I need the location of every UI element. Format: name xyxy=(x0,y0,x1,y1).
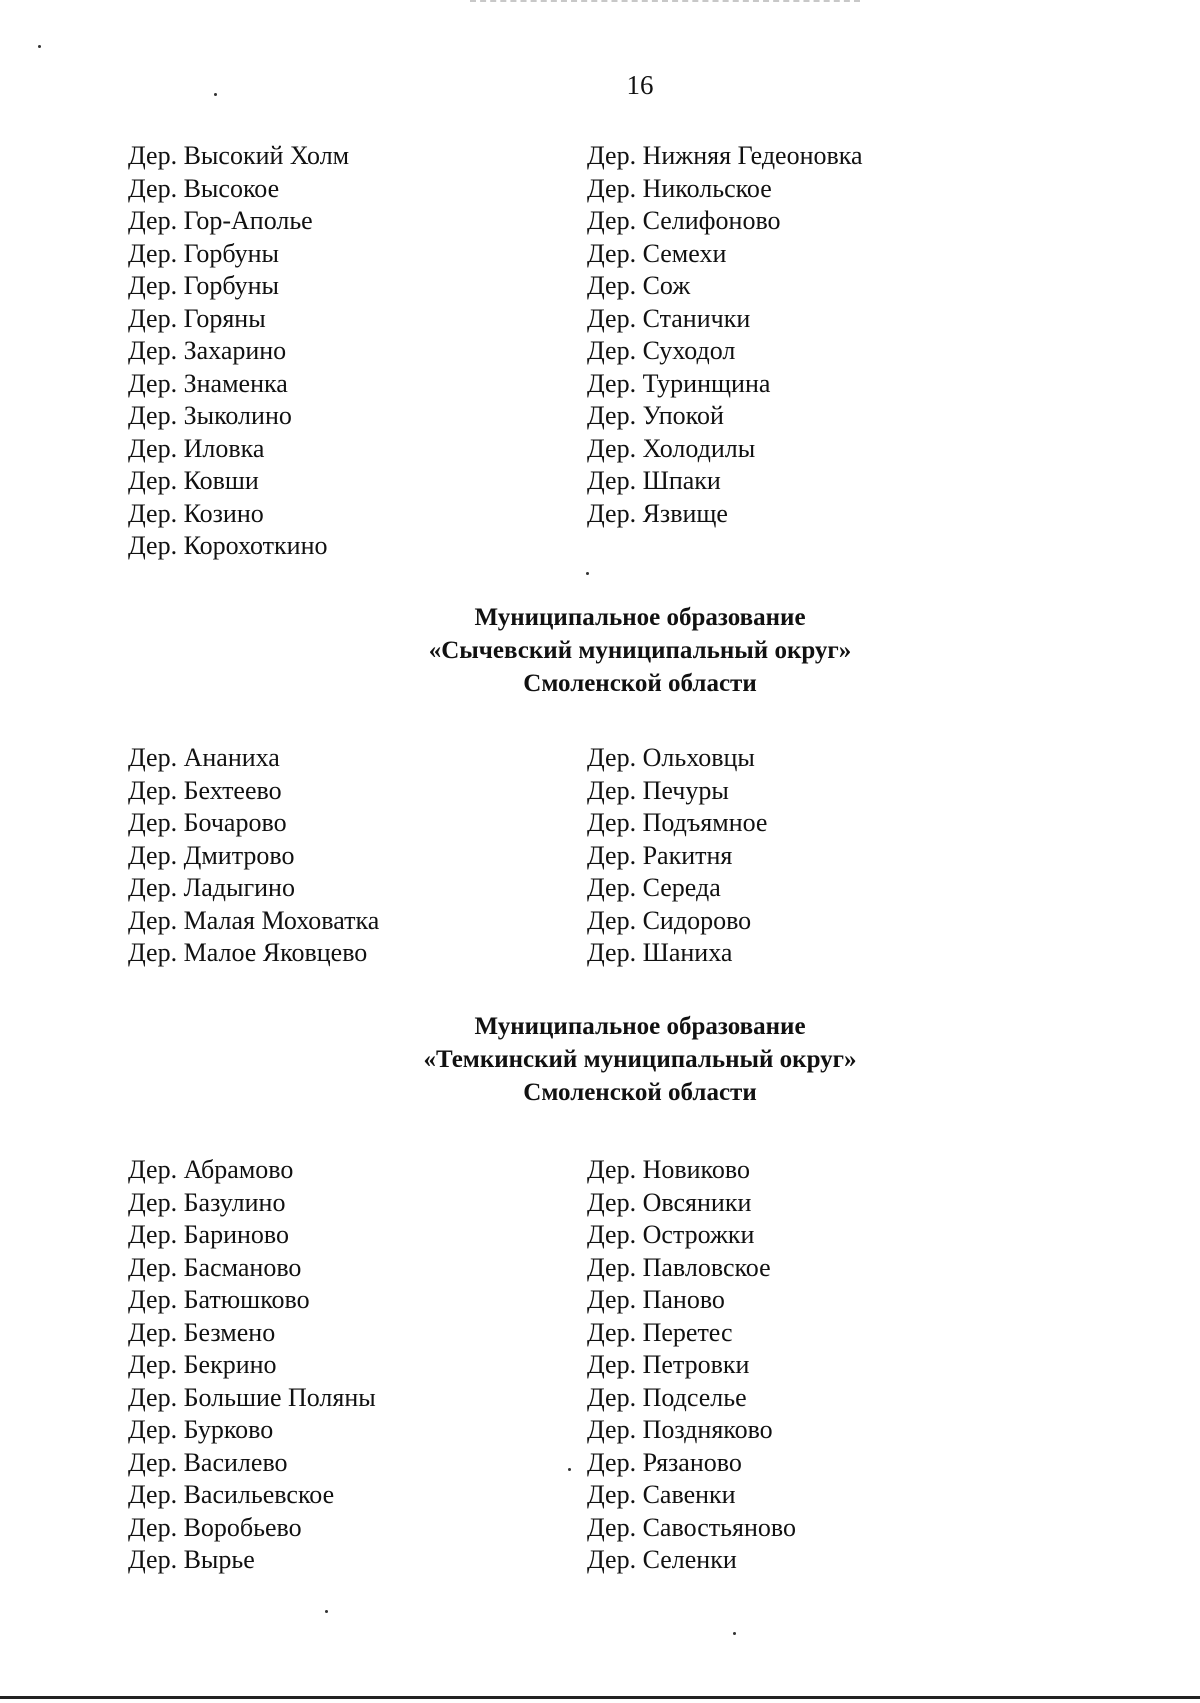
list-item: Дер. Бехтеево xyxy=(128,775,282,805)
list-item: Дер. Горбуны xyxy=(128,271,279,300)
list-item: Дер. Высокий Холм xyxy=(128,141,350,170)
list-column-right xyxy=(587,742,1007,970)
list-item: Дер. Басманово xyxy=(128,1252,302,1282)
heading-line: «Темкинский муниципальный округ» xyxy=(423,1046,857,1073)
list-item: Дер. Воробьево xyxy=(128,1512,302,1542)
list-item: Дер. Сож xyxy=(587,271,691,300)
list-item: Дер. Бекрино xyxy=(128,1350,277,1379)
list-item: Дер. Поздняково xyxy=(587,1415,773,1444)
list-item: Дер. Шпаки xyxy=(587,466,721,495)
list-item: Дер. Сидорово xyxy=(587,905,752,935)
list-item: Дер. Базулино xyxy=(128,1187,286,1217)
list-item: Дер. Большие Поляны xyxy=(128,1382,376,1412)
list-item: Дер. Суходол xyxy=(587,336,736,365)
list-item: Дер. Ковши xyxy=(128,466,259,495)
list-item: Дер. Горяны xyxy=(128,303,266,333)
list-item: Дер. Батюшково xyxy=(128,1285,310,1314)
list-column-left xyxy=(128,742,548,970)
page-number: 16 xyxy=(626,70,654,100)
list-item: Дер. Упокой xyxy=(587,401,724,430)
scan-artifact-top xyxy=(470,0,860,4)
heading-line: Смоленской области xyxy=(523,1079,757,1106)
list-item: Дер. Василево xyxy=(128,1447,288,1477)
list-item: Дер. Малая Моховатка xyxy=(128,905,380,935)
list-item: Дер. Ананиха xyxy=(128,743,280,772)
heading-line: Муниципальное образование xyxy=(474,1013,806,1040)
list-item: Дер. Павловское xyxy=(587,1252,771,1282)
list-item: Дер. Паново xyxy=(587,1285,725,1314)
list-item: Дер. Шаниха xyxy=(587,938,733,967)
list-item: Дер. Рязаново xyxy=(587,1447,742,1477)
list-item: Дер. Семехи xyxy=(587,238,727,268)
list-column-right xyxy=(587,1154,1007,1577)
list-item: Дер. Нижняя Гедеоновка xyxy=(587,141,863,170)
heading-line: «Сычевский муниципальный округ» xyxy=(428,637,852,664)
list-item: Дер. Язвище xyxy=(587,498,728,528)
list-item: Дер. Знаменка xyxy=(128,368,288,398)
list-item: Дер. Холодилы xyxy=(587,433,756,463)
list-column-left xyxy=(128,1154,548,1577)
list-item: Дер. Высокое xyxy=(128,173,280,203)
section-heading-sychevsky xyxy=(0,601,1200,700)
list-item: Дер. Петровки xyxy=(587,1350,750,1379)
list-item: Дер. Захарино xyxy=(128,336,287,365)
list-item: Дер. Перетес xyxy=(587,1317,733,1347)
list-item: Дер. Печуры xyxy=(587,775,729,805)
list-item: Дер. Селифоново xyxy=(587,206,781,235)
heading-line: Муниципальное образование xyxy=(474,604,806,631)
list-item: Дер. Бурково xyxy=(128,1415,274,1444)
list-item: Дер. Острожки xyxy=(587,1220,755,1249)
list-item: Дер. Зыколино xyxy=(128,401,292,430)
list-item: Дер. Иловка xyxy=(128,433,265,463)
list-item: Дер. Малое Яковцево xyxy=(128,938,368,967)
list-column-right xyxy=(587,140,1007,530)
scan-speck xyxy=(568,1468,571,1471)
list-item: Дер. Савенки xyxy=(587,1480,736,1509)
list-item: Дер. Овсяники xyxy=(587,1187,752,1217)
scan-speck xyxy=(325,1610,328,1613)
list-item: Дер. Савостьяново xyxy=(587,1512,796,1542)
list-item: Дер. Никольское xyxy=(587,173,772,203)
section-heading-temkinsky xyxy=(0,1010,1200,1109)
list-item: Дер. Ракитня xyxy=(587,840,733,870)
list-item: Дер. Станички xyxy=(587,303,751,333)
list-item: Дер. Подъямное xyxy=(587,808,768,837)
list-item: Дер. Подселье xyxy=(587,1382,747,1412)
list-item: Дер. Горбуны xyxy=(128,238,279,268)
list-item: Дер. Бариново xyxy=(128,1220,289,1249)
list-item: Дер. Ольховцы xyxy=(587,743,755,772)
list-item: Дер. Дмитрово xyxy=(128,840,295,870)
list-item: Дер. Бочарово xyxy=(128,808,287,837)
list-item: Дер. Корохоткино xyxy=(128,531,328,560)
list-item: Дер. Ладыгино xyxy=(128,873,295,902)
scan-bottom-edge xyxy=(0,1696,1200,1699)
list-item: Дер. Абрамово xyxy=(128,1155,294,1184)
list-item: Дер. Козино xyxy=(128,498,264,528)
list-item: Дер. Селенки xyxy=(587,1545,737,1574)
list-item: Дер. Гор-Аполье xyxy=(128,206,313,235)
list-item: Дер. Безмено xyxy=(128,1317,276,1347)
list-item: Дер. Середа xyxy=(587,873,721,902)
scan-speck xyxy=(733,1632,736,1635)
list-column-left xyxy=(128,140,548,563)
list-item: Дер. Васильевское xyxy=(128,1480,335,1509)
list-item: Дер. Новиково xyxy=(587,1155,750,1184)
scan-speck xyxy=(38,45,41,48)
heading-line: Смоленской области xyxy=(523,670,757,697)
list-item: Дер. Туринщина xyxy=(587,368,771,398)
scan-speck xyxy=(586,572,589,575)
list-item: Дер. Вырье xyxy=(128,1545,255,1574)
